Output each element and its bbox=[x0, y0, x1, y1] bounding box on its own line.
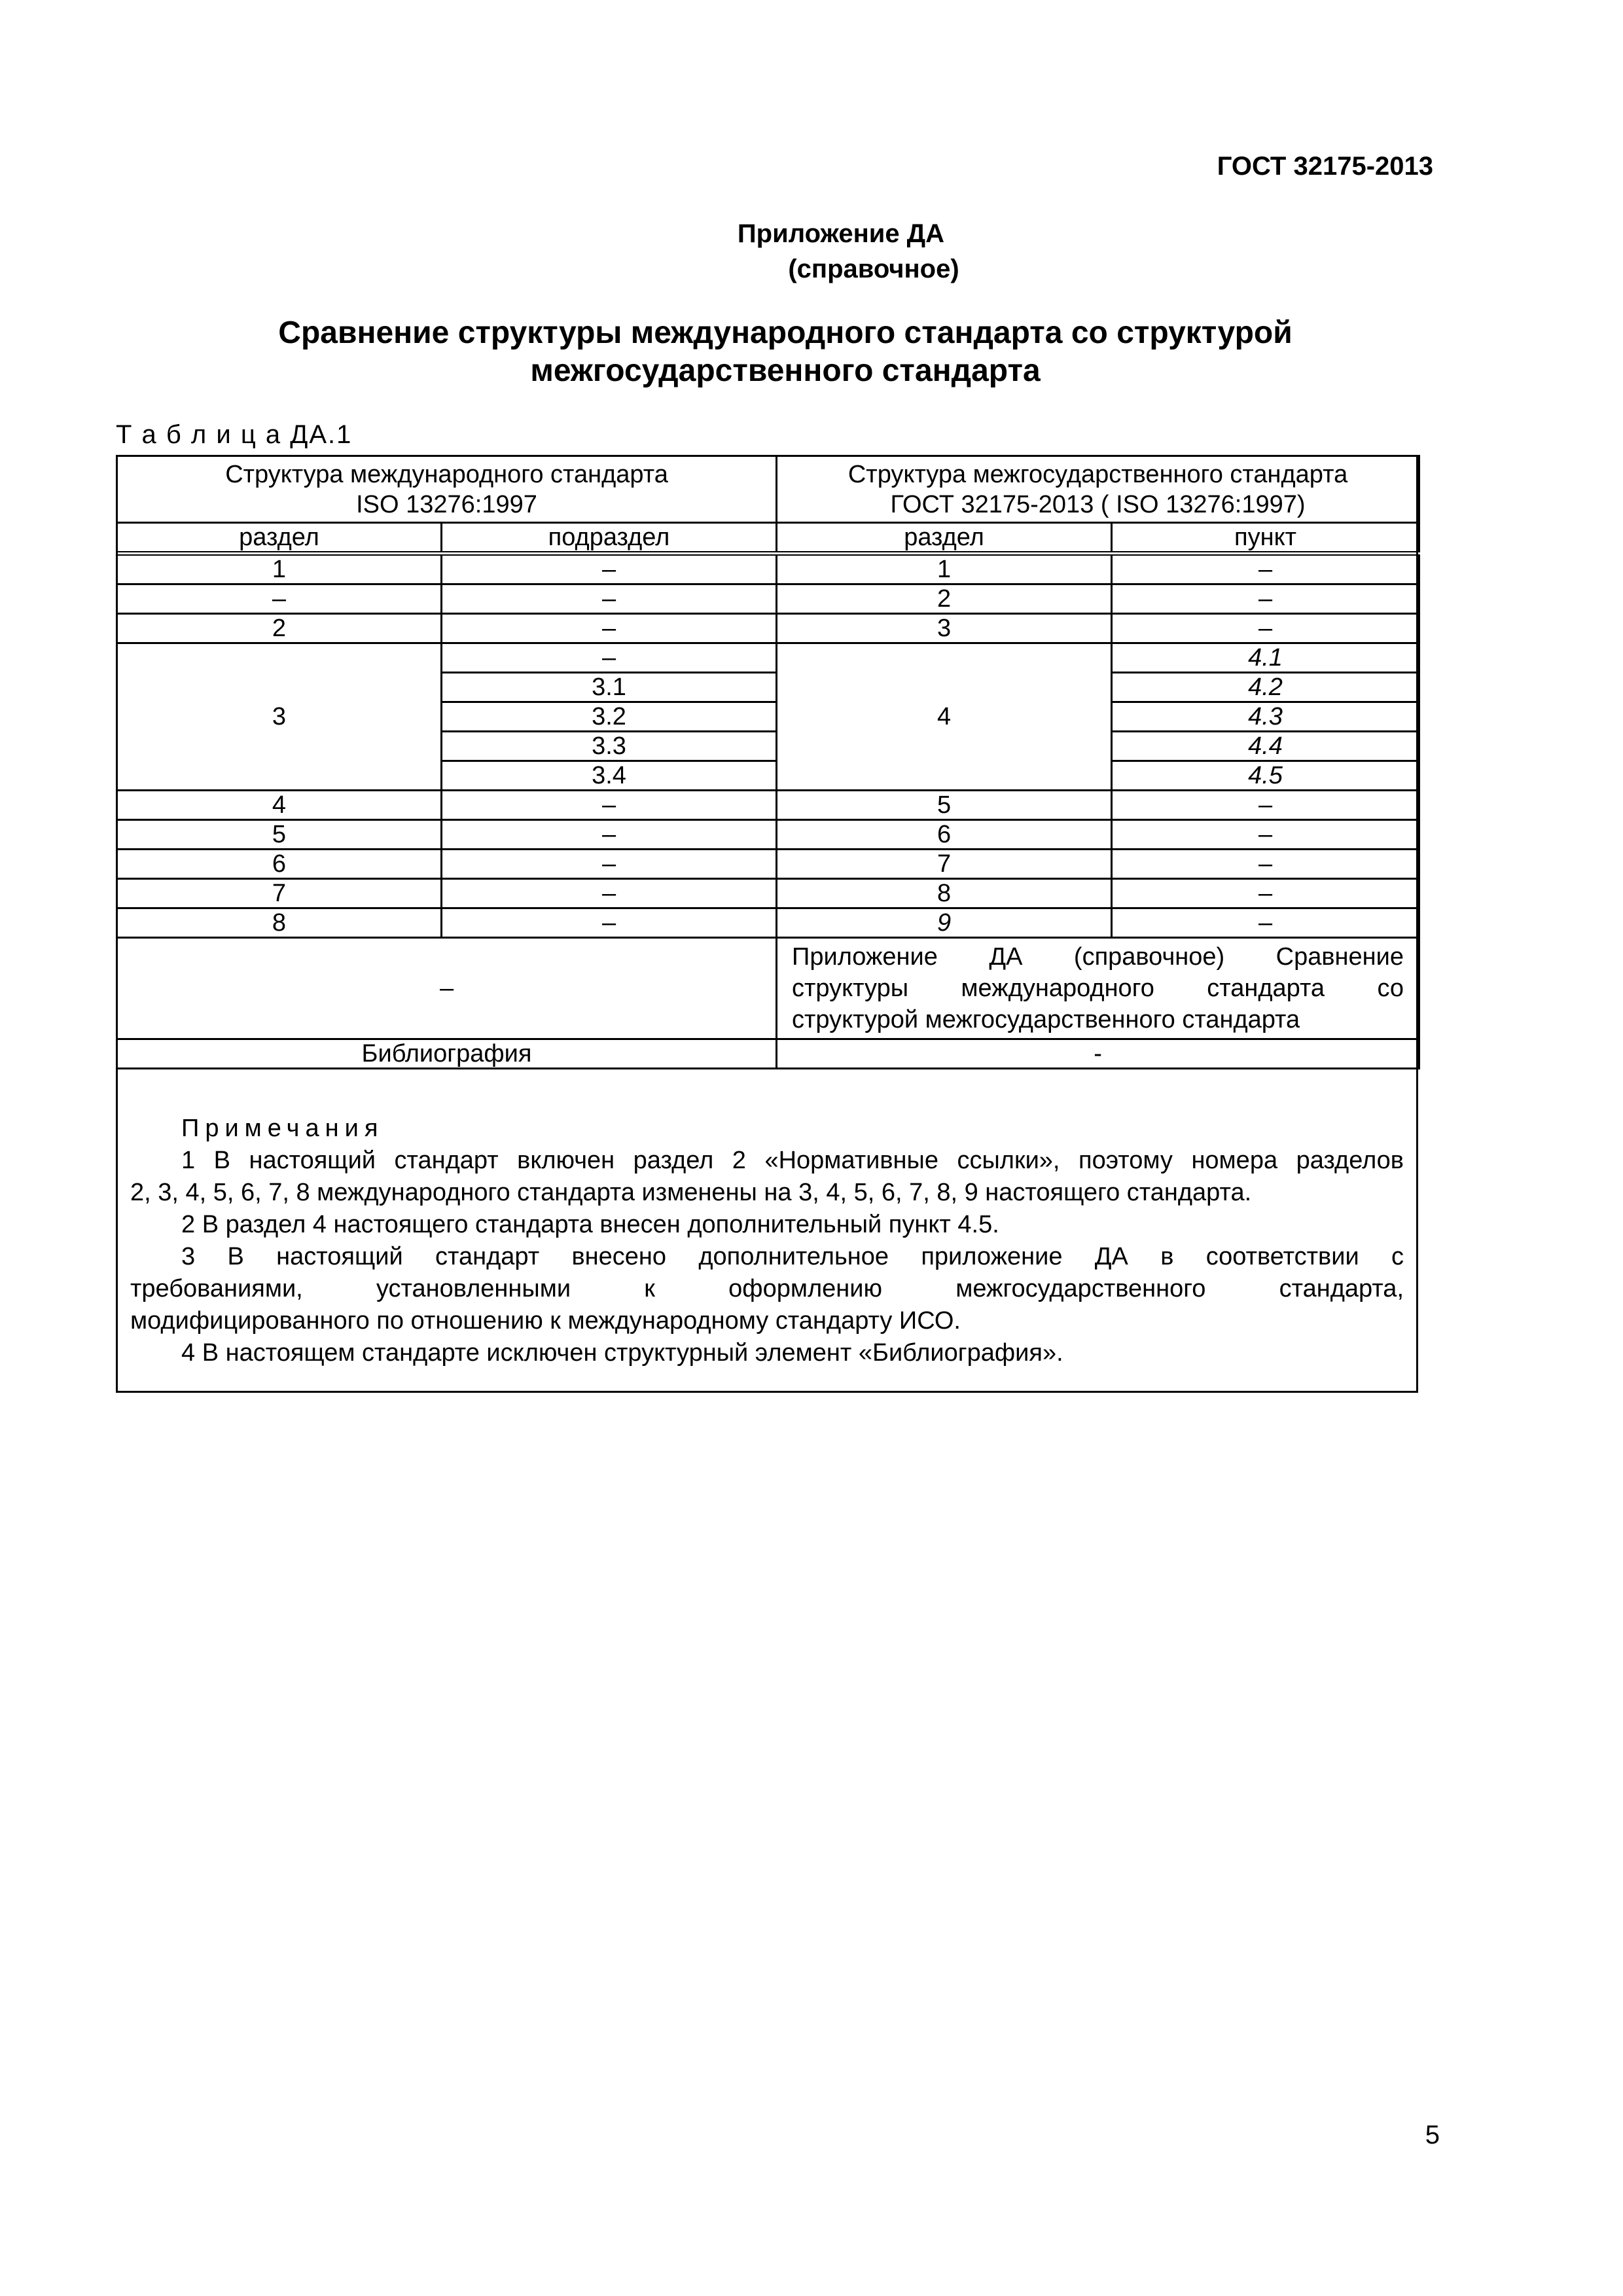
table-cell: – bbox=[1112, 850, 1419, 879]
table-cell: 6 bbox=[777, 820, 1112, 850]
table-row bbox=[117, 584, 1419, 614]
note-4: 4 В настоящем стандарте исключен структурный элемент «Библиография». bbox=[181, 1339, 1063, 1367]
table-row-bibliography bbox=[117, 1039, 1419, 1069]
table-row bbox=[117, 614, 1419, 643]
header-interstate-line-1: Структура межгосударственного стандарта bbox=[847, 460, 1348, 488]
table-cell: – bbox=[1112, 554, 1419, 584]
table-cell: – bbox=[442, 850, 777, 879]
table-cell: 8 bbox=[117, 908, 442, 938]
table-subheader-row bbox=[117, 523, 1419, 554]
table-cell: – bbox=[442, 908, 777, 938]
table-cell: 4 bbox=[117, 791, 442, 820]
table-row bbox=[117, 820, 1419, 850]
subheader-cell: подраздел bbox=[442, 523, 777, 554]
table-cell: 3.3 bbox=[442, 732, 777, 761]
table-cell: 4.4 bbox=[1112, 732, 1419, 761]
notes-heading: Примечания bbox=[181, 1115, 384, 1142]
table-cell: – bbox=[1112, 820, 1419, 850]
note-1-line: 2, 3, 4, 5, 6, 7, 8 международного стандарта изменены на 3, 4, 5, 6, 7, 8, 9 настоящего стандарта. bbox=[130, 1179, 1252, 1206]
appendix-description-line: структурой межгосударственного стандарта bbox=[792, 1006, 1300, 1033]
table-cell: 2 bbox=[117, 614, 442, 643]
table-cell: 4.5 bbox=[1112, 761, 1419, 791]
table-cell: 8 bbox=[777, 879, 1112, 908]
appendix-label: Приложение ДА bbox=[737, 219, 945, 248]
table-cell: – bbox=[442, 643, 777, 673]
page-title-line-1: Сравнение структуры международного стандарта со структурой bbox=[278, 315, 1293, 350]
appendix-description-cell bbox=[777, 938, 1419, 1039]
table-cell: 7 bbox=[117, 879, 442, 908]
table-cell: 3.2 bbox=[442, 702, 777, 732]
table-cell: 1 bbox=[117, 554, 442, 584]
table-cell: – bbox=[442, 791, 777, 820]
subheader-cell: раздел bbox=[777, 523, 1112, 554]
appendix-type: (справочное) bbox=[788, 255, 959, 283]
table-cell: – bbox=[442, 584, 777, 614]
table-cell: - bbox=[777, 1039, 1419, 1069]
table-cell: 3 bbox=[777, 614, 1112, 643]
appendix-heading bbox=[0, 216, 1623, 287]
table-row-appendix bbox=[117, 938, 1419, 1039]
table-notes bbox=[116, 1113, 1418, 1369]
table-row bbox=[117, 554, 1419, 584]
comparison-table bbox=[116, 455, 1420, 1069]
table-cell: – bbox=[1112, 879, 1419, 908]
table-cell: 4.3 bbox=[1112, 702, 1419, 732]
table-cell: 9 bbox=[777, 908, 1112, 938]
document-code: ГОСТ 32175-2013 bbox=[1217, 152, 1433, 181]
table-cell: 1 bbox=[777, 554, 1112, 584]
subheader-cell: пункт bbox=[1112, 523, 1419, 554]
table-row bbox=[117, 850, 1419, 879]
table-row bbox=[117, 791, 1419, 820]
table-cell: – bbox=[1112, 908, 1419, 938]
page-title-line-2: межгосударственного стандарта bbox=[530, 353, 1041, 388]
header-international-line-1: Структура международного стандарта bbox=[225, 460, 668, 488]
table-cell: 3.4 bbox=[442, 761, 777, 791]
table-cell: 4.1 bbox=[1112, 643, 1419, 673]
header-international bbox=[117, 456, 777, 523]
page-title bbox=[0, 314, 1571, 390]
header-international-line-2: ISO 13276:1997 bbox=[356, 490, 537, 518]
table-cell: 2 bbox=[777, 584, 1112, 614]
appendix-description-line: Приложение ДА (справочное) Сравнение bbox=[792, 943, 1404, 971]
table-cell: 4.2 bbox=[1112, 673, 1419, 702]
table-cell: – bbox=[442, 614, 777, 643]
table-header-row bbox=[117, 456, 1419, 523]
table-cell: – bbox=[442, 879, 777, 908]
header-interstate-line-2: ГОСТ 32175-2013 ( ISO 13276:1997) bbox=[890, 490, 1306, 518]
table-cell-merged-section: 4 bbox=[777, 643, 1112, 791]
table-cell: 5 bbox=[777, 791, 1112, 820]
table-cell: 7 bbox=[777, 850, 1112, 879]
table-cell: 5 bbox=[117, 820, 442, 850]
table-cell: – bbox=[117, 584, 442, 614]
table-cell: 6 bbox=[117, 850, 442, 879]
table-cell-merged-section: 3 bbox=[117, 643, 442, 791]
table-cell: – bbox=[1112, 584, 1419, 614]
table-row bbox=[117, 643, 1419, 673]
note-3-line: требованиями, установленными к оформлению межгосударственного стандарта, bbox=[130, 1275, 1404, 1302]
note-3-line: модифицированного по отношению к международному стандарту ИСО. bbox=[130, 1307, 961, 1335]
table-row bbox=[117, 908, 1419, 938]
table-cell: – bbox=[442, 820, 777, 850]
header-interstate bbox=[777, 456, 1419, 523]
table-cell: – bbox=[442, 554, 777, 584]
note-3-line: 3 В настоящий стандарт внесено дополнительное приложение ДА в соответствии с bbox=[181, 1243, 1404, 1270]
note-1-line: 1 В настоящий стандарт включен раздел 2 «Нормативные ссылки», поэтому номера разделов bbox=[181, 1147, 1404, 1174]
note-2: 2 В раздел 4 настоящего стандарта внесен дополнительный пункт 4.5. bbox=[181, 1211, 999, 1238]
subheader-cell: раздел bbox=[117, 523, 442, 554]
table-cell: 3.1 bbox=[442, 673, 777, 702]
table-cell: – bbox=[117, 938, 777, 1039]
table-cell: – bbox=[1112, 791, 1419, 820]
table-cell: Библиография bbox=[117, 1039, 777, 1069]
table-row bbox=[117, 879, 1419, 908]
table-caption: Т а б л и ц а ДА.1 bbox=[116, 420, 353, 449]
table-cell: – bbox=[1112, 614, 1419, 643]
page-number: 5 bbox=[1425, 2121, 1440, 2149]
appendix-description-line: структуры международного стандарта со bbox=[792, 975, 1404, 1002]
